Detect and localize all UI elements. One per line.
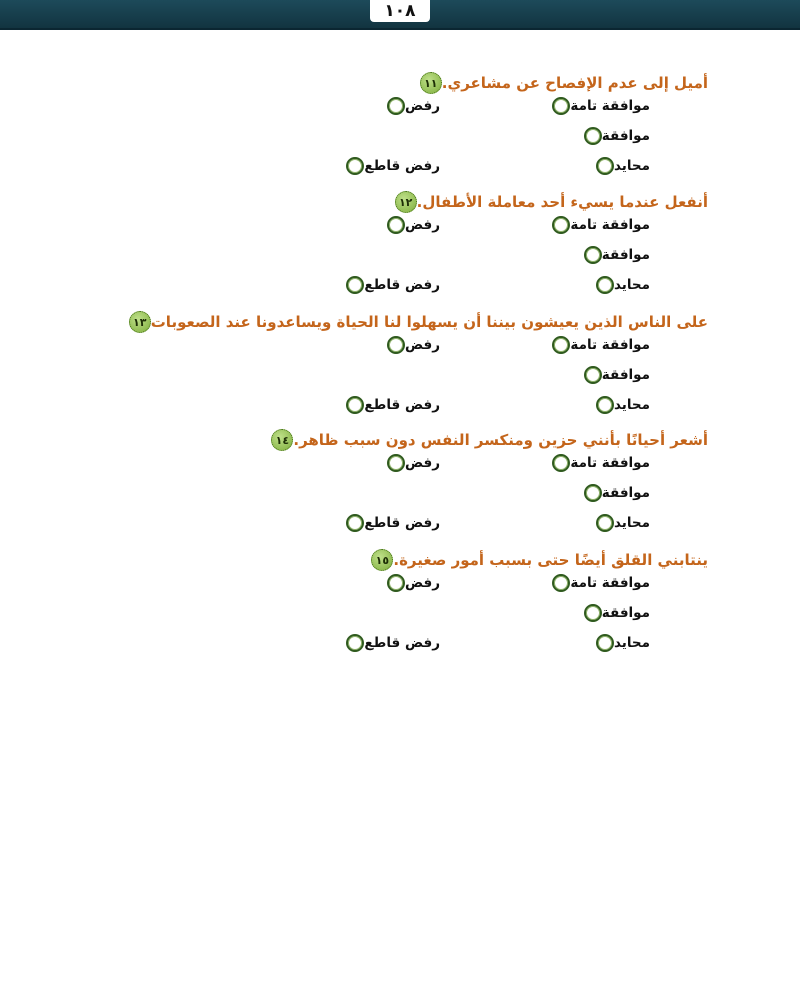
option-agree[interactable] xyxy=(577,246,650,264)
option-label: محايد xyxy=(613,158,650,174)
option-strongly-disagree[interactable] xyxy=(339,396,440,414)
option-strongly-agree[interactable] xyxy=(545,216,650,234)
radio-circle-icon[interactable] xyxy=(596,396,614,414)
radio-circle-icon[interactable] xyxy=(584,246,602,264)
question-number-badge: ١١ xyxy=(420,72,442,94)
radio-circle-icon[interactable] xyxy=(584,604,602,622)
option-disagree[interactable] xyxy=(380,574,440,592)
radio-circle-icon[interactable] xyxy=(596,157,614,175)
option-neutral[interactable] xyxy=(589,396,650,414)
option-disagree[interactable] xyxy=(380,216,440,234)
radio-circle-icon[interactable] xyxy=(346,276,364,294)
option-label: موافقة xyxy=(601,128,650,144)
radio-circle-icon[interactable] xyxy=(552,336,570,354)
question-number-badge: ١٢ xyxy=(395,191,417,213)
radio-circle-icon[interactable] xyxy=(346,634,364,652)
option-label: رفض قاطع xyxy=(364,397,440,413)
option-label: رفض xyxy=(404,455,440,471)
option-strongly-disagree[interactable] xyxy=(339,514,440,532)
option-disagree[interactable] xyxy=(380,97,440,115)
question-number-badge: ١٥ xyxy=(371,549,393,571)
option-label: موافقة xyxy=(601,367,650,383)
radio-circle-icon[interactable] xyxy=(596,276,614,294)
radio-circle-icon[interactable] xyxy=(596,634,614,652)
option-disagree[interactable] xyxy=(380,336,440,354)
question-text: ينتابني القلق أيضًا حتى بسبب أمور صغيرة. xyxy=(393,551,708,569)
question-item xyxy=(0,191,800,311)
page-number: ١٠٨ xyxy=(370,0,430,22)
question-text: أميل إلى عدم الإفصاح عن مشاعري. xyxy=(441,74,708,92)
question-item xyxy=(0,311,800,431)
option-label: موافقة xyxy=(601,485,650,501)
question-header xyxy=(263,429,708,451)
radio-circle-icon[interactable] xyxy=(596,514,614,532)
option-label: رفض xyxy=(404,575,440,591)
question-text: على الناس الذين يعيشون بيننا أن يسهلوا لنا الحياة ويساعدونا عند الصعوبات xyxy=(150,313,708,331)
option-agree[interactable] xyxy=(577,484,650,502)
question-header xyxy=(121,311,708,333)
option-neutral[interactable] xyxy=(589,514,650,532)
option-label: موافقة تامة xyxy=(570,455,650,471)
radio-circle-icon[interactable] xyxy=(346,514,364,532)
option-agree[interactable] xyxy=(577,604,650,622)
option-strongly-agree[interactable] xyxy=(545,574,650,592)
question-text: أشعر أحيانًا بأنني حزين ومنكسر النفس دون سبب ظاهر. xyxy=(293,431,708,449)
option-label: رفض xyxy=(404,217,440,233)
option-label: محايد xyxy=(613,397,650,413)
radio-circle-icon[interactable] xyxy=(552,97,570,115)
option-label: موافقة تامة xyxy=(570,98,650,114)
option-label: محايد xyxy=(613,635,650,651)
radio-circle-icon[interactable] xyxy=(387,454,405,472)
option-agree[interactable] xyxy=(577,366,650,384)
option-label: رفض قاطع xyxy=(364,277,440,293)
option-label: موافقة xyxy=(601,247,650,263)
question-header xyxy=(363,549,708,571)
radio-circle-icon[interactable] xyxy=(387,336,405,354)
radio-circle-icon[interactable] xyxy=(387,574,405,592)
radio-circle-icon[interactable] xyxy=(552,574,570,592)
option-label: رفض قاطع xyxy=(364,515,440,531)
option-strongly-agree[interactable] xyxy=(545,97,650,115)
radio-circle-icon[interactable] xyxy=(584,127,602,145)
option-strongly-disagree[interactable] xyxy=(339,157,440,175)
option-label: موافقة xyxy=(601,605,650,621)
radio-circle-icon[interactable] xyxy=(552,454,570,472)
option-strongly-agree[interactable] xyxy=(545,454,650,472)
option-label: رفض قاطع xyxy=(364,635,440,651)
option-strongly-agree[interactable] xyxy=(545,336,650,354)
option-label: محايد xyxy=(613,277,650,293)
question-header xyxy=(387,191,708,213)
option-label: موافقة تامة xyxy=(570,575,650,591)
question-header xyxy=(412,72,708,94)
option-disagree[interactable] xyxy=(380,454,440,472)
question-number-badge: ١٣ xyxy=(129,311,151,333)
option-neutral[interactable] xyxy=(589,157,650,175)
radio-circle-icon[interactable] xyxy=(346,157,364,175)
option-neutral[interactable] xyxy=(589,276,650,294)
option-label: موافقة تامة xyxy=(570,217,650,233)
option-label: رفض قاطع xyxy=(364,158,440,174)
radio-circle-icon[interactable] xyxy=(584,484,602,502)
radio-circle-icon[interactable] xyxy=(552,216,570,234)
question-item xyxy=(0,549,800,669)
option-strongly-disagree[interactable] xyxy=(339,634,440,652)
option-label: موافقة تامة xyxy=(570,337,650,353)
radio-circle-icon[interactable] xyxy=(387,97,405,115)
radio-circle-icon[interactable] xyxy=(346,396,364,414)
question-item xyxy=(0,429,800,549)
radio-circle-icon[interactable] xyxy=(584,366,602,384)
option-neutral[interactable] xyxy=(589,634,650,652)
option-label: رفض xyxy=(404,98,440,114)
question-number-badge: ١٤ xyxy=(271,429,293,451)
page-header-bar xyxy=(0,0,800,30)
option-label: محايد xyxy=(613,515,650,531)
option-label: رفض xyxy=(404,337,440,353)
option-agree[interactable] xyxy=(577,127,650,145)
question-item xyxy=(0,72,800,192)
option-strongly-disagree[interactable] xyxy=(339,276,440,294)
radio-circle-icon[interactable] xyxy=(387,216,405,234)
question-text: أنفعل عندما يسيء أحد معاملة الأطفال. xyxy=(416,193,708,211)
